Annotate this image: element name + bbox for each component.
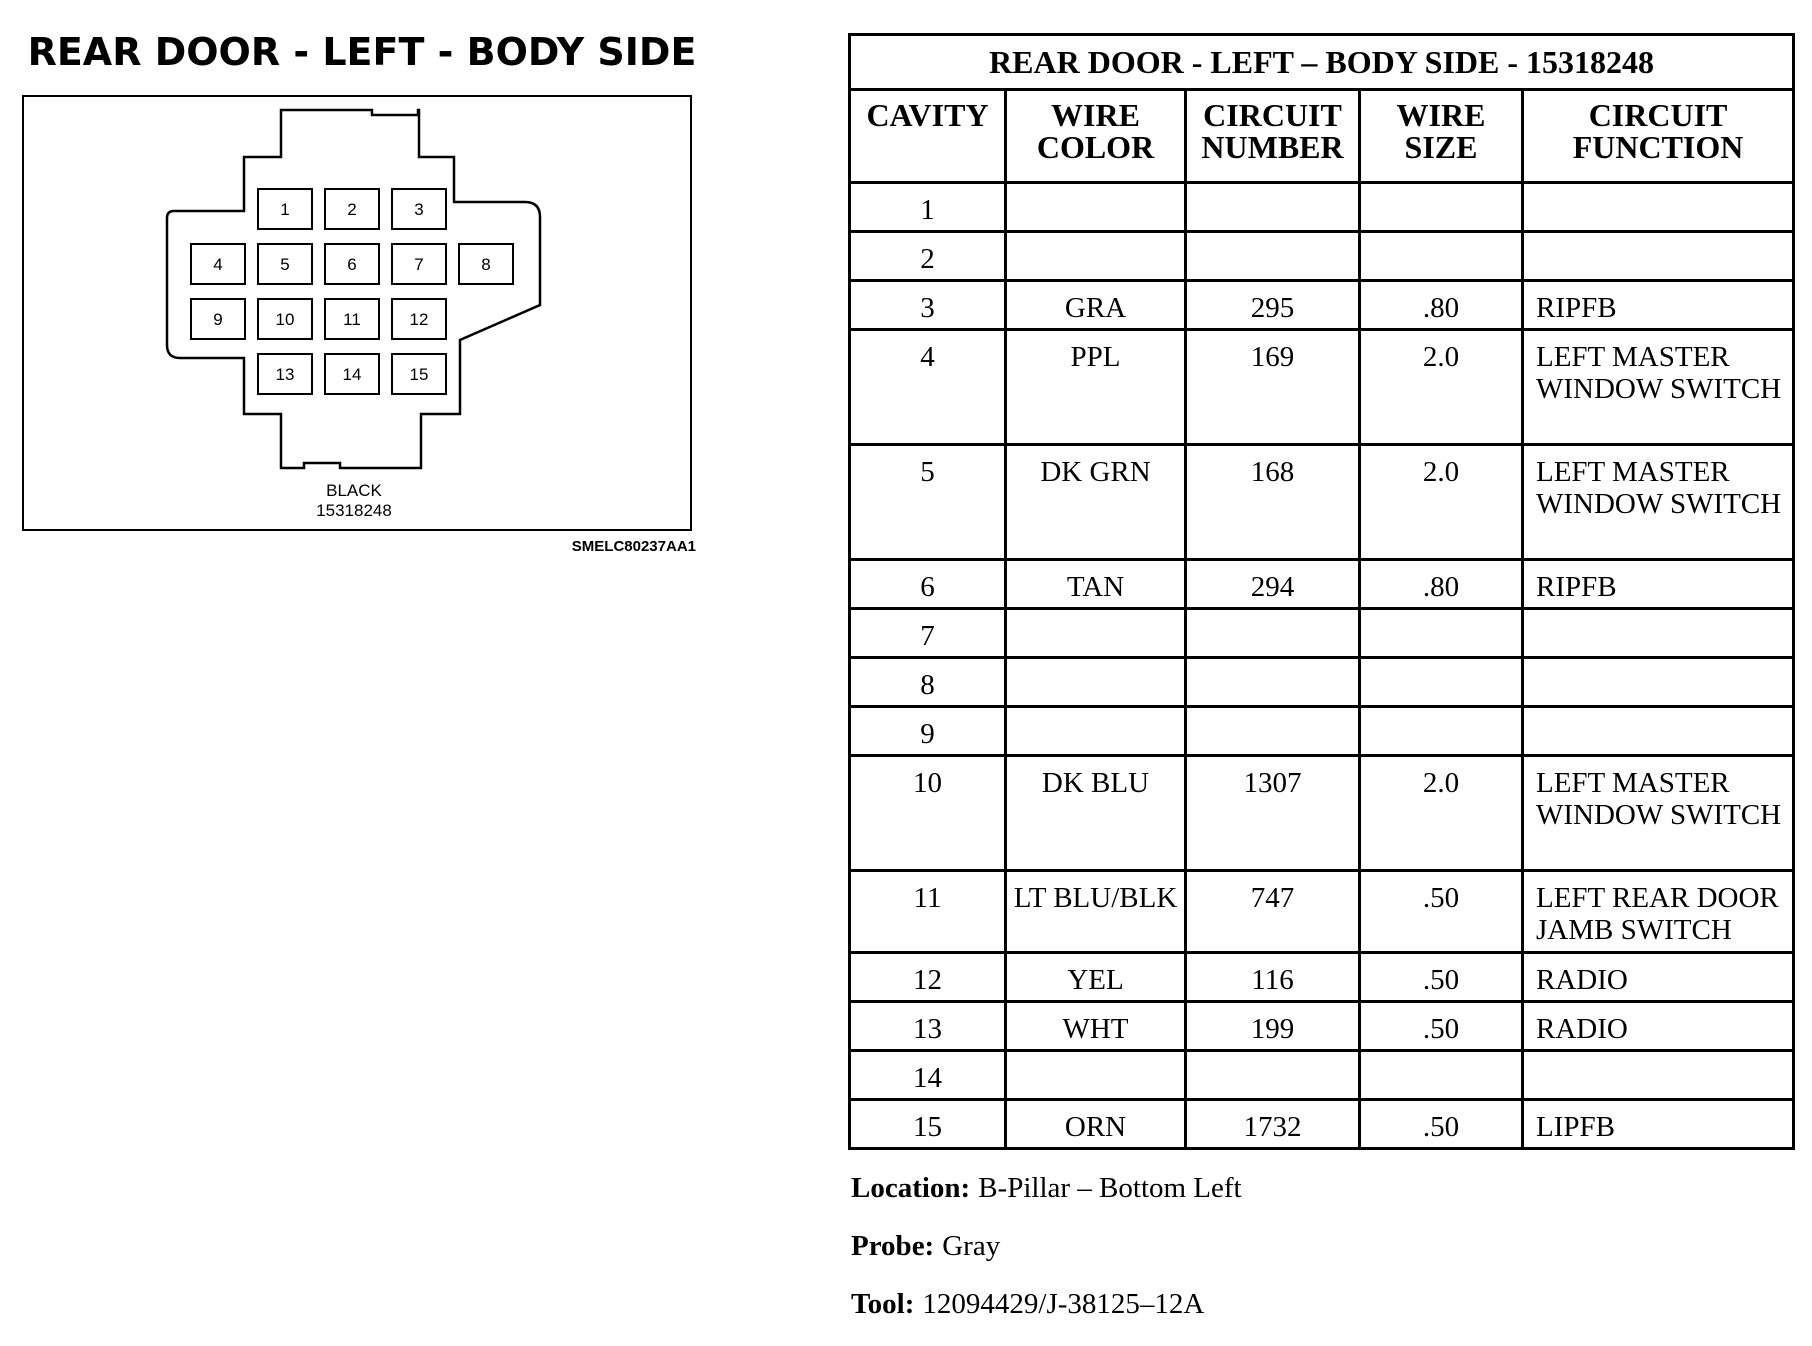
cell-cavity: 2 <box>850 232 1006 281</box>
cell-wire-size: 2.0 <box>1360 756 1523 871</box>
cell-cavity: 1 <box>850 183 1006 232</box>
location-value: B-Pillar – Bottom Left <box>978 1172 1242 1204</box>
cell-wire-color <box>1006 1051 1186 1100</box>
cell-circuit-function <box>1523 609 1794 658</box>
cell-circuit-number: 116 <box>1186 953 1360 1002</box>
cell-wire-color <box>1006 609 1186 658</box>
cell-circuit-function: RIPFB <box>1523 560 1794 609</box>
cell-circuit-function: LEFT MASTER WINDOW SWITCH <box>1523 445 1794 560</box>
cell-wire-color: WHT <box>1006 1002 1186 1051</box>
cell-circuit-function: RIPFB <box>1523 281 1794 330</box>
cavity-number: 9 <box>213 310 223 329</box>
cell-wire-size: .80 <box>1360 560 1523 609</box>
diagram-title: REAR DOOR - LEFT - BODY SIDE <box>27 30 697 74</box>
cavity-number: 8 <box>481 255 491 274</box>
cell-circuit-number: 199 <box>1186 1002 1360 1051</box>
table-row <box>850 281 1794 330</box>
connector-outline <box>167 110 540 468</box>
cell-cavity: 6 <box>850 560 1006 609</box>
header-circuit-function: CIRCUIT FUNCTION <box>1523 90 1794 183</box>
cavity-number: 1 <box>280 200 290 219</box>
header-cavity: CAVITY <box>850 90 1006 183</box>
cell-wire-color: DK GRN <box>1006 445 1186 560</box>
cavity-number: 6 <box>347 255 357 274</box>
cell-circuit-function: LEFT MASTER WINDOW SWITCH <box>1523 756 1794 871</box>
table-row <box>850 658 1794 707</box>
cell-circuit-number <box>1186 232 1360 281</box>
cavity-number: 5 <box>280 255 290 274</box>
cavity-grid <box>191 189 513 394</box>
cell-circuit-number: 1732 <box>1186 1100 1360 1149</box>
table-row <box>850 756 1794 871</box>
cell-wire-color <box>1006 232 1186 281</box>
cell-cavity: 9 <box>850 707 1006 756</box>
table-row <box>850 1100 1794 1149</box>
cell-cavity: 12 <box>850 953 1006 1002</box>
cell-wire-size: .50 <box>1360 871 1523 953</box>
cell-wire-color: ORN <box>1006 1100 1186 1149</box>
cell-circuit-number: 1307 <box>1186 756 1360 871</box>
cell-cavity: 14 <box>850 1051 1006 1100</box>
cell-circuit-number <box>1186 1051 1360 1100</box>
cell-circuit-number <box>1186 609 1360 658</box>
header-wire-size: WIRE SIZE <box>1360 90 1523 183</box>
pinout-table <box>848 33 1795 1150</box>
cell-wire-size <box>1360 183 1523 232</box>
cell-cavity: 8 <box>850 658 1006 707</box>
cell-circuit-function <box>1523 1051 1794 1100</box>
cavity-number: 13 <box>275 365 295 384</box>
cell-circuit-number: 168 <box>1186 445 1360 560</box>
header-circuit-number: CIRCUIT NUMBER <box>1186 90 1360 183</box>
cell-circuit-number: 747 <box>1186 871 1360 953</box>
cell-cavity: 10 <box>850 756 1006 871</box>
cell-cavity: 15 <box>850 1100 1006 1149</box>
cell-wire-size: .80 <box>1360 281 1523 330</box>
cell-circuit-number: 295 <box>1186 281 1360 330</box>
cell-wire-color: PPL <box>1006 330 1186 445</box>
cell-wire-size <box>1360 1051 1523 1100</box>
cavity-number: 3 <box>414 200 424 219</box>
cell-wire-color: TAN <box>1006 560 1186 609</box>
cell-circuit-function: RADIO <box>1523 1002 1794 1051</box>
header-wire-color: WIRE COLOR <box>1006 90 1186 183</box>
location-note <box>851 1172 1242 1230</box>
cell-wire-size <box>1360 232 1523 281</box>
table-title: REAR DOOR - LEFT – BODY SIDE - 15318248 <box>850 35 1794 90</box>
connector-color-label: BLACK <box>326 481 382 500</box>
cell-cavity: 3 <box>850 281 1006 330</box>
tool-label: Tool: <box>851 1288 915 1320</box>
cell-circuit-function: LEFT REAR DOOR JAMB SWITCH <box>1523 871 1794 953</box>
table-row <box>850 560 1794 609</box>
cell-circuit-function <box>1523 183 1794 232</box>
cell-wire-size: .50 <box>1360 1002 1523 1051</box>
table-row <box>850 183 1794 232</box>
cell-wire-size <box>1360 707 1523 756</box>
cell-wire-color: LT BLU/BLK <box>1006 871 1186 953</box>
cell-wire-color: DK BLU <box>1006 756 1186 871</box>
table-row <box>850 330 1794 445</box>
probe-label: Probe: <box>851 1230 935 1262</box>
table-row <box>850 707 1794 756</box>
table-row <box>850 1051 1794 1100</box>
table-row <box>850 871 1794 953</box>
cell-circuit-number <box>1186 183 1360 232</box>
cell-cavity: 5 <box>850 445 1006 560</box>
cell-circuit-function: LIPFB <box>1523 1100 1794 1149</box>
tool-value: 12094429/J-38125–12A <box>922 1288 1205 1320</box>
figure-code: SMELC80237AA1 <box>571 538 696 555</box>
cavity-number: 12 <box>409 310 429 329</box>
table-row <box>850 445 1794 560</box>
table-row <box>850 953 1794 1002</box>
cell-wire-color <box>1006 658 1186 707</box>
connector-notes <box>851 1172 1242 1346</box>
cell-circuit-function <box>1523 707 1794 756</box>
connector-part-number: 15318248 <box>316 501 392 520</box>
cell-wire-color: GRA <box>1006 281 1186 330</box>
cell-wire-color: YEL <box>1006 953 1186 1002</box>
cell-circuit-number: 169 <box>1186 330 1360 445</box>
cavity-number: 10 <box>275 310 295 329</box>
cell-circuit-function <box>1523 232 1794 281</box>
cavity-number: 2 <box>347 200 357 219</box>
cell-wire-size: .50 <box>1360 1100 1523 1149</box>
cell-wire-size: .50 <box>1360 953 1523 1002</box>
table-row <box>850 1002 1794 1051</box>
probe-value: Gray <box>942 1230 1001 1262</box>
cell-wire-size: 2.0 <box>1360 445 1523 560</box>
cell-wire-color <box>1006 707 1186 756</box>
cell-circuit-function: RADIO <box>1523 953 1794 1002</box>
table-row <box>850 232 1794 281</box>
location-label: Location: <box>851 1172 971 1204</box>
cell-circuit-number <box>1186 658 1360 707</box>
cavity-number: 14 <box>342 365 362 384</box>
cell-circuit-function <box>1523 658 1794 707</box>
cell-wire-color <box>1006 183 1186 232</box>
cell-cavity: 7 <box>850 609 1006 658</box>
cell-cavity: 13 <box>850 1002 1006 1051</box>
table-row <box>850 609 1794 658</box>
cavity-number: 7 <box>414 255 424 274</box>
probe-note <box>851 1230 1242 1288</box>
cavity-number: 4 <box>213 255 223 274</box>
tool-note <box>851 1288 1242 1346</box>
cell-circuit-number: 294 <box>1186 560 1360 609</box>
cavity-number: 11 <box>343 310 361 329</box>
cell-cavity: 11 <box>850 871 1006 953</box>
cell-circuit-function: LEFT MASTER WINDOW SWITCH <box>1523 330 1794 445</box>
cell-circuit-number <box>1186 707 1360 756</box>
cell-wire-size <box>1360 658 1523 707</box>
cell-wire-size: 2.0 <box>1360 330 1523 445</box>
cavity-number: 15 <box>409 365 429 384</box>
cell-cavity: 4 <box>850 330 1006 445</box>
cell-wire-size <box>1360 609 1523 658</box>
